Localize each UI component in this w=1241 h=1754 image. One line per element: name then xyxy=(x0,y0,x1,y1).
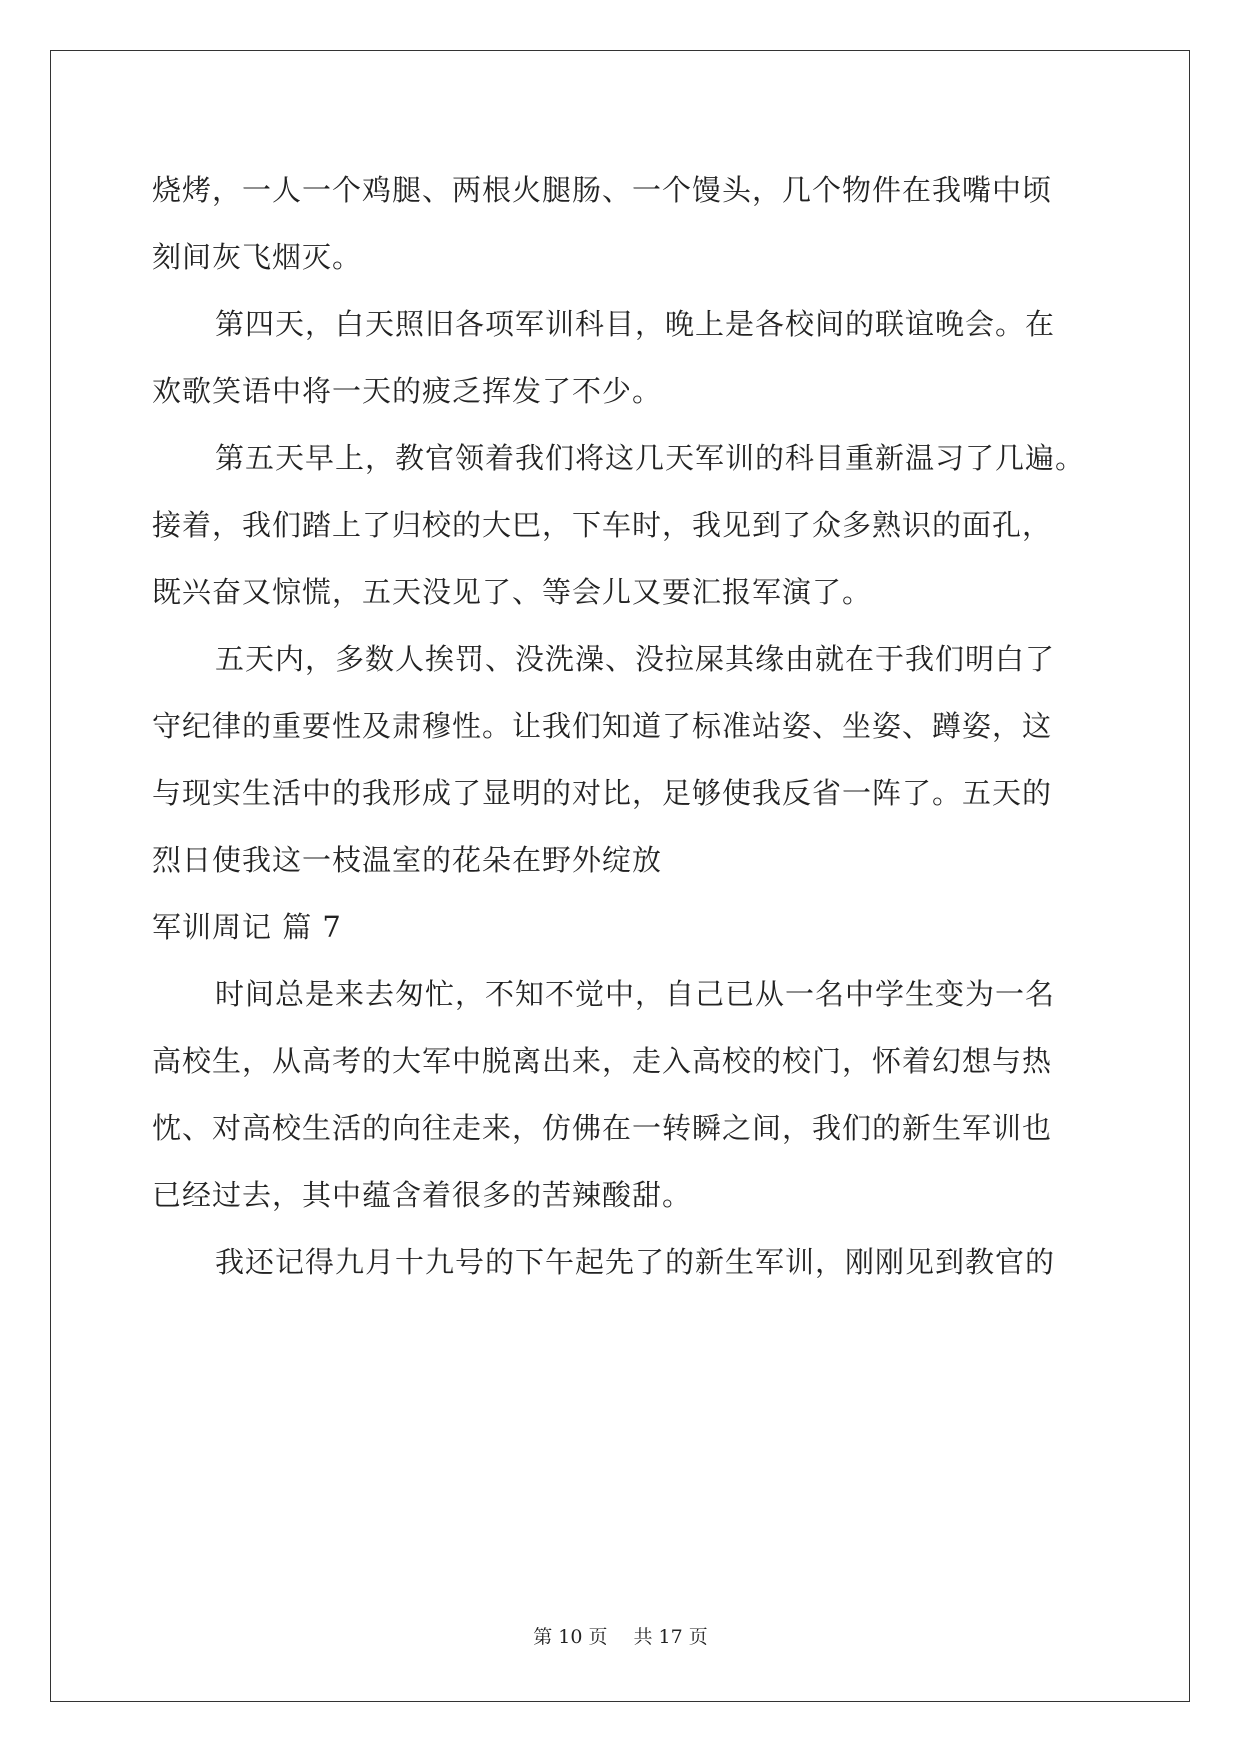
text-line: 接着，我们踏上了归校的大巴，下车时，我见到了众多熟识的面孔， xyxy=(152,508,1053,542)
text-line: 忱、对高校生活的向往走来，仿佛在一转瞬之间，我们的新生军训也 xyxy=(152,1111,1053,1145)
text-line: 已经过去，其中蕴含着很多的苦辣酸甜。 xyxy=(152,1178,693,1212)
page-total: 共 17 页 xyxy=(633,1626,708,1648)
text-line: 与现实生活中的我形成了显明的对比，足够使我反省一阵了。五天的 xyxy=(152,776,1053,810)
text-line: 时间总是来去匆忙，不知不觉中，自己已从一名中学生变为一名 xyxy=(215,977,1056,1011)
text-line: 第四天，白天照旧各项军训科目，晚上是各校间的联谊晚会。在 xyxy=(215,307,1056,341)
text-line: 烈日使我这一枝温室的花朵在野外绽放 xyxy=(152,843,663,877)
text-line: 我还记得九月十九号的下午起先了的新生军训，刚刚见到教官的 xyxy=(215,1245,1056,1279)
text-line: 刻间灰飞烟灭。 xyxy=(152,240,363,274)
text-line: 五天内，多数人挨罚、没洗澡、没拉屎其缘由就在于我们明白了 xyxy=(215,642,1056,676)
text-line: 高校生，从高考的大军中脱离出来，走入高校的校门，怀着幻想与热 xyxy=(152,1044,1053,1078)
text-line: 第五天早上，教官领着我们将这几天军训的科目重新温习了几遍。 xyxy=(215,441,1086,475)
section-heading: 军训周记 篇 7 xyxy=(152,910,342,944)
page-number: 第 10 页 xyxy=(533,1626,608,1648)
text-line: 守纪律的重要性及肃穆性。让我们知道了标准站姿、坐姿、蹲姿，这 xyxy=(152,709,1053,743)
text-line: 既兴奋又惊慌，五天没见了、等会儿又要汇报军演了。 xyxy=(152,575,873,609)
text-line: 欢歌笑语中将一天的疲乏挥发了不少。 xyxy=(152,374,663,408)
page-footer xyxy=(0,1622,1241,1649)
text-line: 烧烤，一人一个鸡腿、两根火腿肠、一个馒头，几个物件在我嘴中顷 xyxy=(152,173,1053,207)
document-body xyxy=(152,157,1092,1296)
